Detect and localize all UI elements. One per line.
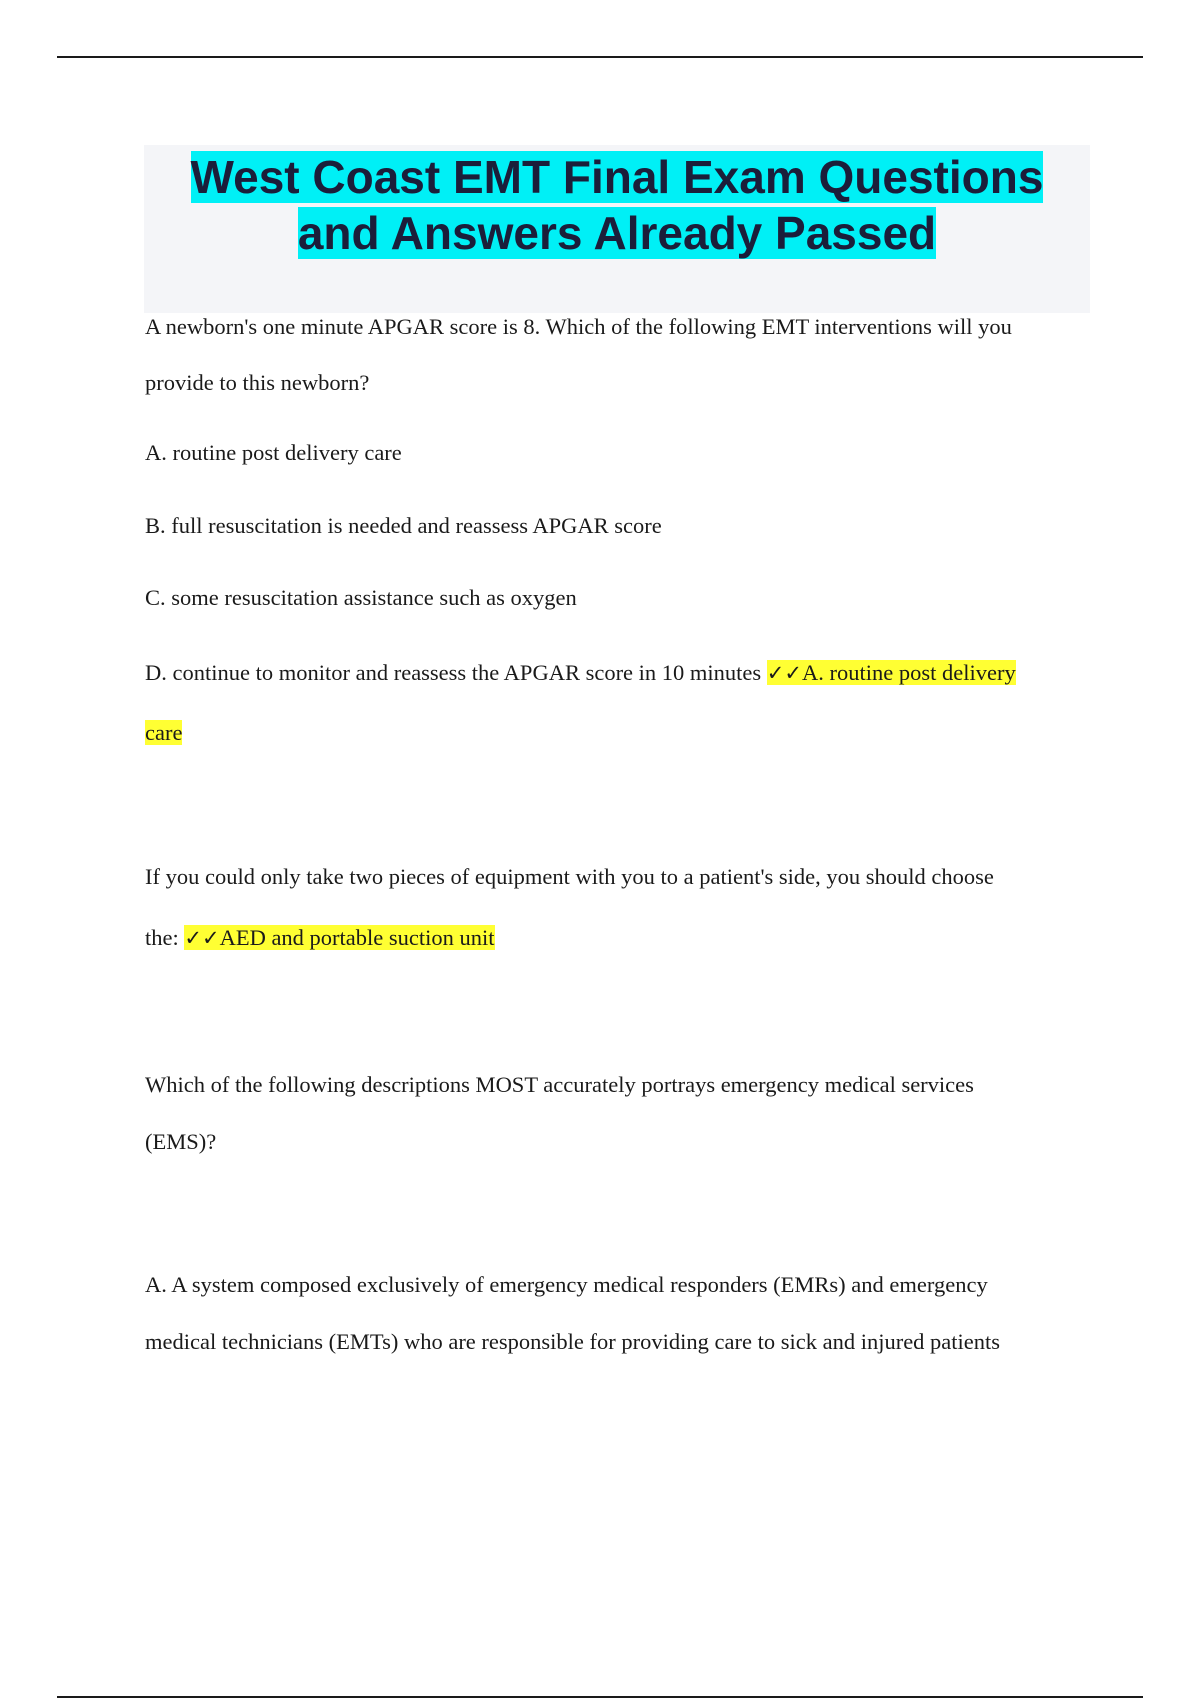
q3-text-line-1: Which of the following descriptions MOST accurately portrays emergency medical services: [145, 1072, 974, 1097]
q2-text-line-1: If you could only take two pieces of equipment with you to a patient's side, you should choose: [145, 864, 994, 889]
title-line-1: West Coast EMT Final Exam Questions: [190, 151, 1044, 203]
checkmark-icon: ✓✓: [766, 661, 802, 685]
q2-answer-text: AED and portable suction unit: [219, 925, 495, 950]
title-block: [144, 145, 1090, 313]
q2-prefix: the:: [145, 925, 179, 950]
q1-option-d-line: [145, 644, 1095, 702]
q1-answer-highlight: [767, 660, 1016, 685]
q1-option-b: B. full resuscitation is needed and reassess APGAR score: [145, 513, 662, 538]
bottom-rule: [57, 1696, 1143, 1698]
q3-option-a-line-1: A. A system composed exclusively of emergency medical responders (EMRs) and emergency: [145, 1272, 988, 1297]
q1-text-line-1: A newborn's one minute APGAR score is 8. Which of the following EMT interventions will you: [145, 314, 1012, 339]
q1-option-a: A. routine post delivery care: [145, 440, 402, 465]
top-rule: [57, 56, 1143, 58]
q1-text-line-2: provide to this newborn?: [145, 370, 370, 395]
q2-text-line-2: [145, 909, 1095, 967]
q1-answer-text-cont: care: [145, 720, 183, 745]
q2-answer-highlight: [184, 925, 494, 950]
document-title: [144, 145, 1090, 261]
q3-text-line-2: (EMS)?: [145, 1129, 217, 1154]
q1-option-d: D. continue to monitor and reassess the APGAR score in 10 minutes: [145, 660, 762, 685]
q1-answer-text: A. routine post delivery: [802, 660, 1016, 685]
title-line-2: and Answers Already Passed: [297, 207, 937, 259]
q3-option-a-line-2: medical technicians (EMTs) who are responsible for providing care to sick and injured patients: [145, 1329, 1001, 1354]
q1-answer-continued: [145, 704, 1095, 761]
q1-option-c: C. some resuscitation assistance such as oxygen: [145, 585, 577, 610]
checkmark-icon: ✓✓: [184, 926, 220, 950]
